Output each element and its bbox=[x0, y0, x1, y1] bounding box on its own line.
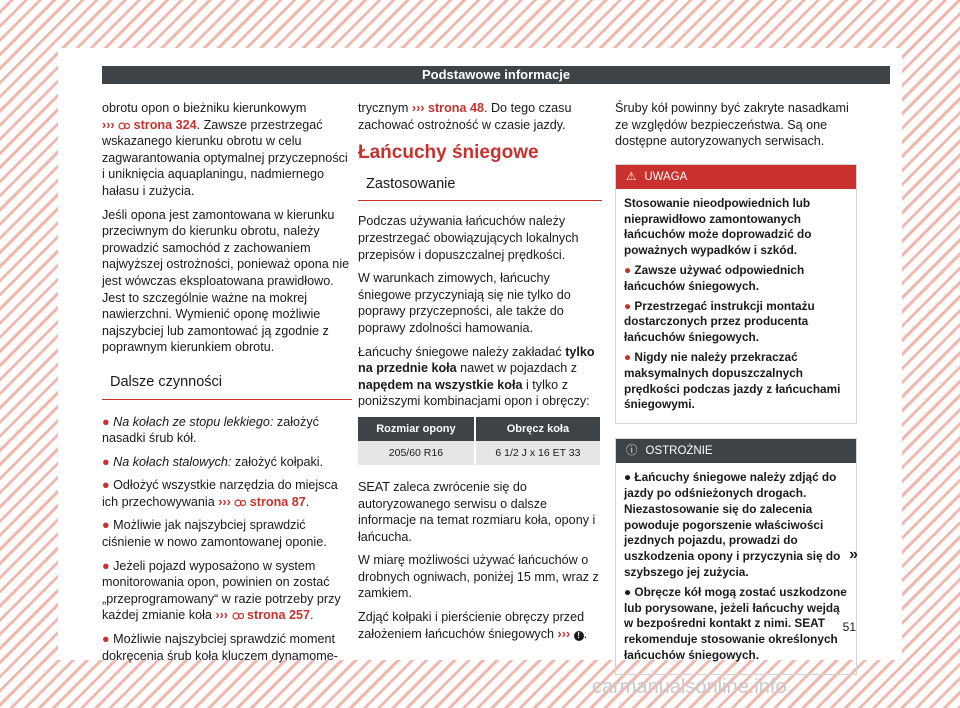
caution-box: ⓘ OSTROŻNIE ● Łańcuchy śniegowe należy zdjąć do jazdy po odśnieżonych drogach. Niezastosowanie się do zalecenia powoduje pogorszenie właściwości jezdnych pojazdu, prowadzi do uszkodzenia opony i przyczynia się do szybszego jej zużycia. ● Obręcze kół mogą zostać uszkodzone lub porysowane, jeżeli łańcuchy wejdą w bezpośredni kontakt z nimi. SEAT rekomenduje stosowanie określonych łańcuchów śniegowych. bbox=[615, 438, 857, 675]
paragraph: SEAT zaleca zwrócenie się do autoryzowanego serwisu o dalsze informacje na temat rozmiaru koła, opony i łańcucha. bbox=[358, 479, 596, 544]
table-header: Obręcz koła bbox=[475, 417, 601, 441]
warning-box: ⚠ UWAGA Stosowanie nieodpowiednich lub nieprawidłowo zamontowanych łańcuchów może doprowadzić do poważnych wypadków i szkód. ● Zawsze używać odpowiednich łańcuchów śniegowych. ● Przestrzegać instrukcji montażu dostarczonych przez producenta łańcuchów śniegowych. ● Nigdy nie należy przekraczać maksymalnych dopuszczalnych prędkości podczas jazdy z łańcuchami śniegowymi. bbox=[615, 164, 857, 424]
table-cell: 6 1/2 J x 16 ET 33 bbox=[475, 441, 601, 465]
page-reference[interactable]: ››› strona 324 bbox=[102, 117, 197, 132]
page-reference[interactable]: ››› strona 87 bbox=[218, 494, 306, 509]
section-title: Zastosowanie bbox=[358, 176, 602, 202]
section-title: Dalsze czynności bbox=[102, 374, 352, 400]
list-item: ● Przestrzegać instrukcji montażu dostarczonych przez producenta łańcuchów śniegowych. bbox=[624, 298, 815, 345]
column-3 bbox=[615, 100, 857, 689]
list-item: ● Możliwie jak najszybciej sprawdzić ciśnienie w nowo zamontowanej oponie. bbox=[102, 518, 327, 550]
paragraph: trycznym ››› strona 48. Do tego czasu zachować ostrożność w czasie jazdy. bbox=[358, 101, 572, 132]
table-header: Rozmiar opony bbox=[358, 417, 475, 441]
page-reference[interactable]: ››› strona 257 bbox=[215, 608, 310, 623]
column-2 bbox=[358, 100, 602, 649]
continue-arrow-icon[interactable]: » bbox=[849, 546, 858, 563]
paragraph: W warunkach zimowych, łańcuchy śniegowe przyczyniają się nie tylko do poprawy przyczepności, ale także do poprawy zdolności hamowania. bbox=[358, 271, 571, 335]
page-reference[interactable]: ››› strona 48 bbox=[411, 101, 484, 115]
page-header: Podstawowe informacje bbox=[102, 66, 890, 84]
watermark: carmanualsonline.info bbox=[592, 676, 787, 698]
list-item: ● Na kołach stalowych: założyć kołpaki. bbox=[102, 454, 324, 469]
paragraph: Zdjąć kołpaki i pierścienie obręczy przed założeniem łańcuchów śniegowych ››› ! . bbox=[358, 610, 588, 641]
list-item: ● Odłożyć wszystkie narzędzia do miejsca ich przechowywania ››› strona 87. bbox=[102, 478, 338, 509]
list-item: ● Na kołach ze stopu lekkiego: założyć nasadki śrub kół. bbox=[102, 414, 319, 446]
chapter-title: Łańcuchy śniegowe bbox=[358, 142, 539, 164]
table-cell: 205/60 R16 bbox=[358, 441, 475, 465]
wrench-icon bbox=[118, 120, 130, 130]
table-row bbox=[358, 441, 601, 465]
paragraph: Łańcuchy śniegowe należy zakładać tylko na przednie koła nawet w pojazdach z napędem na wszystkie koła i tylko z poniższymi kombinacjami opon i obręczy: bbox=[358, 344, 595, 409]
list-item: ● Możliwie najszybciej sprawdzić moment dokręcenia śrub koła kluczem dynamome- bbox=[102, 632, 338, 663]
list-item: ● Obręcze kół mogą zostać uszkodzone lub porysowane, jeżeli łańcuchy wejdą w bezpośredni kontakt z nimi. SEAT rekomenduje stosowanie określonych łańcuchów śniegowych. bbox=[624, 584, 847, 662]
paragraph: Jeśli opona jest zamontowana w kierunku przeciwnym do kierunku obrotu, należy prowadzić samochód z zachowaniem najwyższej ostrożności, ponieważ opona nie jest wówczas eksploatowana prawidłowo. Jest to szczególnie ważne na mokrej nawierzchni. Wymienić oponę możliwie najszybciej lub zamontować ją zgodnie z poprawnym kierunkiem obrotu. bbox=[102, 207, 350, 355]
list-item: ● Łańcuchy śniegowe należy zdjąć do jazdy po odśnieżonych drogach. Niezastosowanie się do zalecenia powoduje pogorszenie właściwości jezdnych pojazdu, prowadzi do uszkodzenia opony i przyczynia się do szybszego jej zużycia. bbox=[624, 470, 841, 579]
warning-triangle-icon: ⚠ bbox=[626, 170, 637, 183]
page-reference[interactable]: ››› bbox=[557, 626, 571, 641]
paragraph: W miarę możliwości używać łańcuchów o drobnych ogniwach, poniżej 15 mm, wraz z zamkiem. bbox=[358, 553, 599, 601]
list-item: ● Nigdy nie należy przekraczać maksymalnych dopuszczalnych prędkości podczas jazdy z łańcuchami śniegowymi. bbox=[624, 349, 841, 412]
wrench-icon bbox=[234, 497, 246, 507]
paragraph: obrotu opon o bieżniku kierunkowym ››› strona 324. Zawsze przestrzegać wskazanego kierunku obrotu w celu zagwarantowania optymalnej przyczepności i uniknięcia aquaplaningu, nadmiernego hałasu i zużycia. bbox=[102, 101, 348, 198]
info-icon: ! bbox=[574, 631, 584, 641]
list-item: ● Zawsze używać odpowiednich łańcuchów śniegowych. bbox=[624, 262, 805, 293]
list-item: ● Jeżeli pojazd wyposażono w system monitorowania opon, powinien on zostać „przeprogramowany“ w razie potrzeby przy każdej zmianie koła ››› strona 257. bbox=[102, 558, 341, 623]
wrench-icon bbox=[232, 610, 244, 620]
manual-page bbox=[58, 48, 902, 663]
page-number: 51 bbox=[842, 620, 856, 634]
paragraph: Śruby kół powinny być zakryte nasadkami ze względów bezpieczeństwa. Są one dostępne autoryzowanych serwisach. bbox=[615, 101, 849, 149]
tire-table bbox=[358, 417, 602, 465]
column-1 bbox=[102, 100, 352, 671]
warning-intro: Stosowanie nieodpowiednich lub nieprawidłowo zamontowanych łańcuchów może doprowadzić do poważnych wypadków i szkód. bbox=[624, 195, 812, 258]
paragraph: Podczas używania łańcuchów należy przestrzegać obowiązujących lokalnych przepisów i dopuszczalnej prędkości. bbox=[358, 214, 579, 262]
info-circle-icon: ⓘ bbox=[626, 445, 638, 458]
